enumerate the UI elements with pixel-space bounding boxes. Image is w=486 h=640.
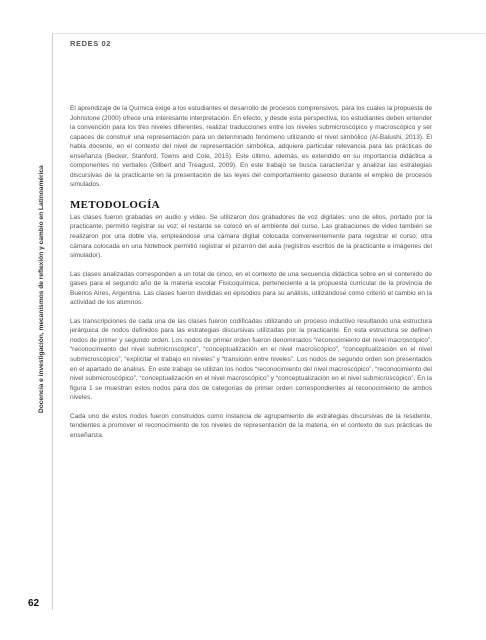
page-number: 62 (28, 598, 40, 609)
section-heading: METODOLOGÍA (70, 198, 160, 211)
running-header: REDES 02 (70, 39, 112, 48)
header-rule (52, 33, 486, 34)
side-title: Docencia e investigación, mecanismos de reflexión y cambio en Latinoamérica (38, 165, 45, 413)
method-paragraph-4: Cada uno de estos nodos fueron construidos como instancia de agrupamiento de estrategias discursivas de la residente, tendientes a promover el reconocimiento de los niveles de representación de la materia, en el contexto de sus prácticas de enseñanza. (70, 412, 432, 439)
method-paragraph-1: Las clases fueron grabadas en audio y video. Se utilizaron dos grabadores de voz digitales: uno de ellos, portado por la practicante, permitió registrar su voz; el restante se colocó en el ambiente del curso. Las grabaciones de video también se realizaron por una doble vía, empleándose una cámara digital colocada convenientemente para registrar el curso; otra cámara colocada en una Notebook permitió registrar el pizarrón del aula (registros escritos de la practicante e imágenes del simulador). (70, 213, 432, 260)
intro-paragraph: El aprendizaje de la Química exige a los estudiantes el desarrollo de procesos comprensivos, para los cuales la propuesta de Johnstone (2000) ofrece una interesante interpretación. En efecto, y desde esta perspectiva, los estudiantes deben entender la convención para los tres niveles diferentes, realizar traducciones entre los niveles submicroscópico y macroscópico y ser capaces de construir una representación para un determinado fenómeno utilizando el nivel simbólico (Al-Balushi, 2013). El habla docente, en el contexto del nivel de representación simbólica, adquiere particular relevancia para las prácticas de enseñanza (Becker, Stanford, Towns and Cole, 2015). Este último, además, es extendido en su importancia didáctica a componentes no verbales (Gilbert and Treagust, 2009). En este trabajo se busca caracterizar y analizar las estrategias discursivas de la practicante en la presentación de las leyes del comportamiento gaseoso durante el empleo de procesos simulados. (70, 105, 432, 189)
method-paragraph-2: Las clases analizadas corresponden a un total de cinco, en el contexto de una secuencia didáctica sobre en el contenido de gases para el segundo año de la materia escolar Fisicoquímica, perteneciente a la propuesta curricular de la provincia de Buenos Aires, Argentina. Las clases fueron divididas en episodios para su análisis, utilizándose como criterio el cambio en la actividad de los alumnos. (70, 270, 432, 307)
method-paragraph-3: Las transcripciones de cada una de las clases fueron codificadas utilizando un proceso inductivo resultando una estructura jerárquica de nodos definidos para las estrategias discursivas utilizadas por la practicante. En esta estructura se definen nodos de primer y segundo orden. Los nodos de primer orden fueron denominados “reconocimiento del nivel macroscópico”, “reconocimiento del nivel submicroscópico”, “conceptualización en el nivel macroscópico”, “conceptualización en el nivel submicroscópico”, “explicitar el trabajo en niveles” y “transición entre niveles”. Los nodos de segundo orden son presentados en el apartado de análisis. En este trabajo se utilizan los nodos “reconocimiento del nivel macroscópico”, “reconocimiento del nivel submicroscópico”, “conceptualización en el nivel macroscópico” y “conceptualización en el nivel submicroscópico”. En la figura 1 se muestran estos nodos para dos de categorías de primer orden correspondientes al reconocimiento de ambos niveles. (70, 317, 432, 402)
body-text (70, 104, 432, 449)
margin-rule (52, 33, 53, 610)
